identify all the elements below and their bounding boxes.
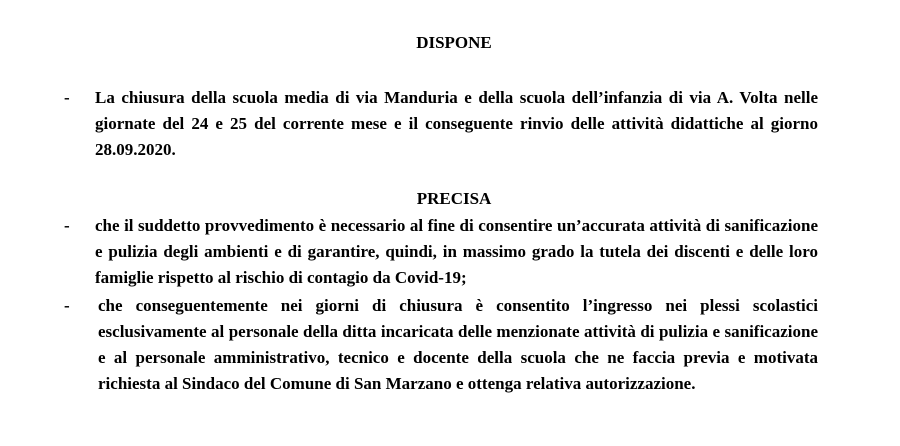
dispone-item-text: La chiusura della scuola media di via Manduria e della scuola dell’infanzia di via A. Volta nelle giornate del 24 e 25 del corrente mese e il conseguente rinvio delle attività didattiche al giorno 28.09.2020. (95, 88, 818, 159)
precisa-item-text: che conseguentemente nei giorni di chiusura è consentito l’ingresso nei plessi scolastici esclusivamente al personale della ditta incaricata delle menzionate attività di pulizia e sanificazione e al personale amministrativo, tecnico e docente della scuola che ne faccia previa e motivata richiesta al Sindaco del Comune di San Marzano e ottenga relativa autorizzazione. (98, 296, 818, 393)
precisa-item-text: che il suddetto provvedimento è necessario al fine di consentire un’accurata attività di sanificazione e pulizia degli ambienti e di garantire, quindi, in massimo grado la tutela dei discenti e delle loro famiglie rispetto al rischio di contagio da Covid-19; (95, 216, 818, 287)
heading-precisa: PRECISA (416, 189, 492, 208)
list-bullet: - (64, 296, 70, 315)
list-bullet: - (64, 88, 70, 107)
list-bullet: - (64, 216, 70, 235)
heading-dispone: DISPONE (416, 33, 492, 52)
